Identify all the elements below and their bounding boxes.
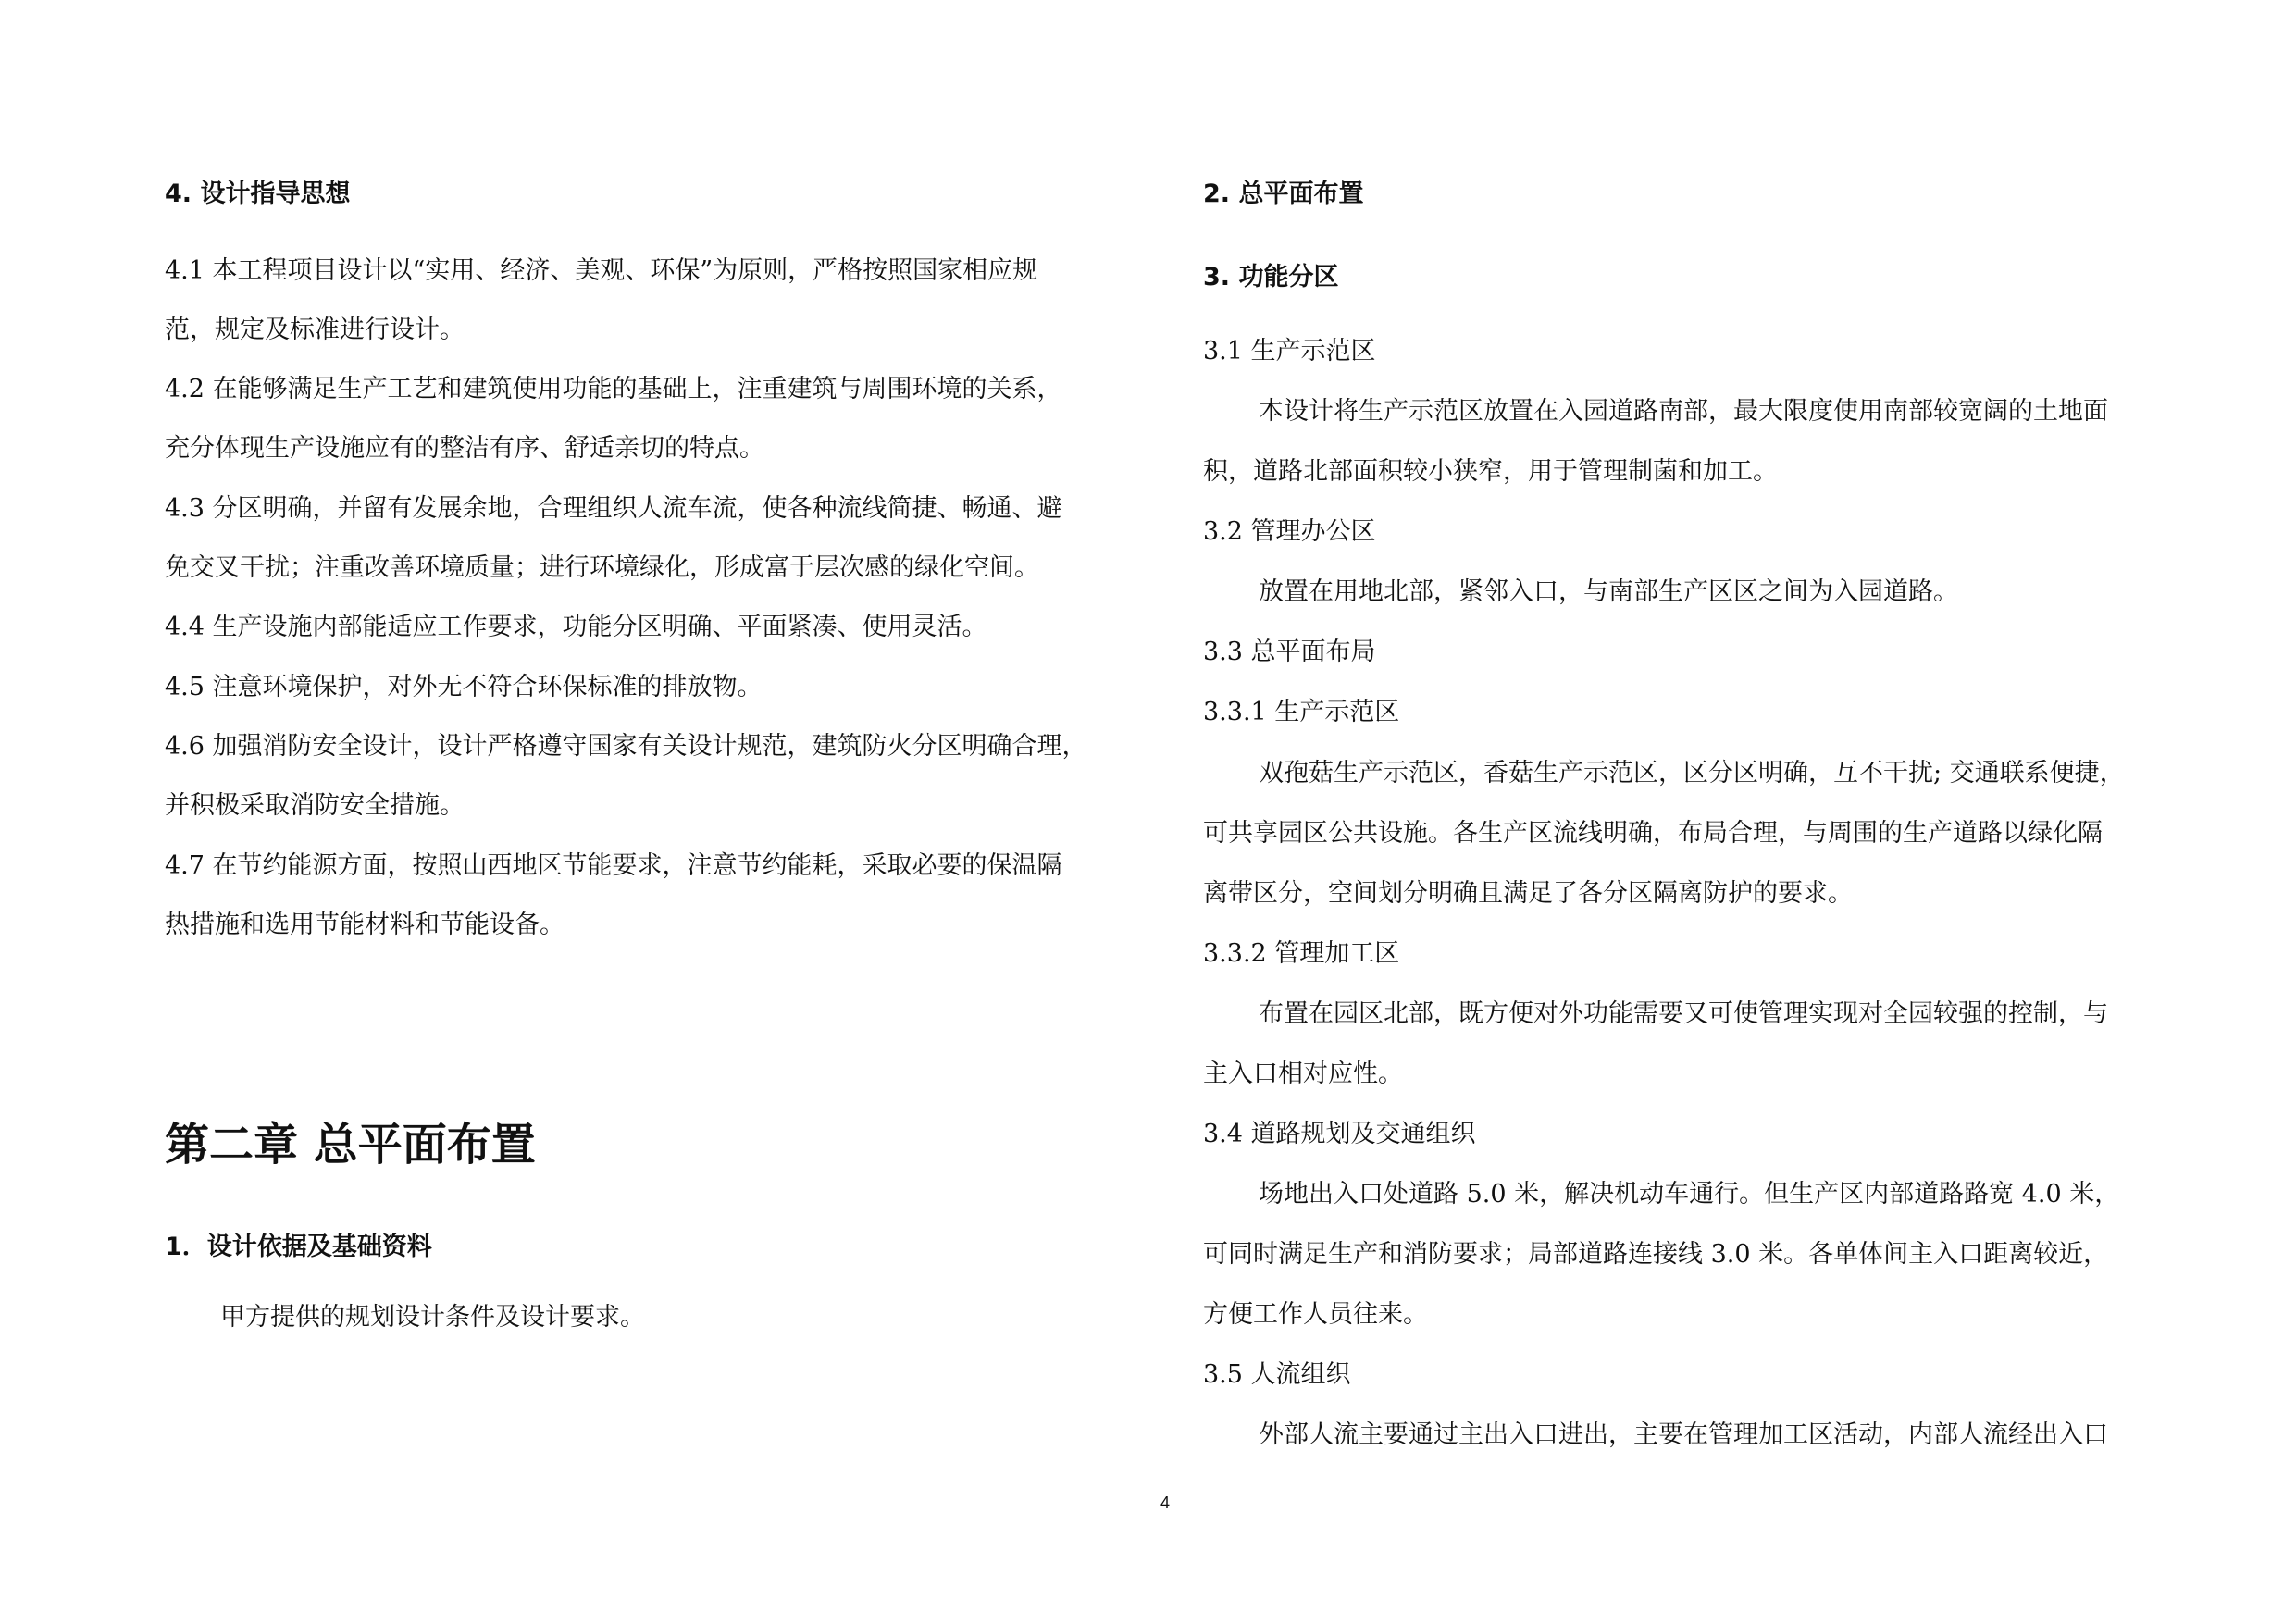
paragraph-4-7-line-2: 热措施和选用节能材料和节能设备。 — [165, 911, 565, 939]
subsection-3-3-1-line-2: 可共享园区公共设施。各生产区流线明确，布局合理，与周围的生产道路以绿化隔 — [1203, 819, 2103, 848]
chapter-title: 第二章 总平面布置 — [165, 1119, 536, 1171]
subsection-3-1-line-2: 积，道路北部面积较小狭窄，用于管理制菌和加工。 — [1203, 457, 1778, 486]
subsection-3-2-title: 3.2 管理办公区 — [1203, 517, 1376, 546]
paragraph-4-3-line-2: 免交叉干扰；注重改善环境质量；进行环境绿化，形成富于层次感的绿化空间。 — [165, 553, 1039, 582]
subsection-3-5-line-1: 外部人流主要通过主出入口进出，主要在管理加工区活动，内部人流经出入口 — [1259, 1420, 2108, 1449]
paragraph-4-6-line-2: 并积极采取消防安全措施。 — [165, 791, 465, 820]
subsection-3-3-2-title: 3.3.2 管理加工区 — [1203, 939, 1400, 968]
subsection-3-3-1-title: 3.3.1 生产示范区 — [1203, 698, 1400, 726]
paragraph-4-6-line-1: 4.6 加强消防安全设计，设计严格遵守国家有关设计规范，建筑防火分区明确合理， — [165, 732, 1087, 761]
subsection-3-5-title: 3.5 人流组织 — [1203, 1360, 1351, 1389]
section-1-text: 甲方提供的规划设计条件及设计要求。 — [220, 1303, 645, 1332]
subsection-3-4-line-1: 场地出入口处道路 5.0 米，解决机动车通行。但生产区内部道路路宽 4.0 米， — [1259, 1180, 2120, 1209]
subsection-3-3-2-line-2: 主入口相对应性。 — [1203, 1060, 1403, 1088]
paragraph-4-1-line-1: 4.1 本工程项目设计以“实用、经济、美观、环保”为原则，严格按照国家相应规 — [165, 256, 1038, 285]
paragraph-4-1-line-2: 范，规定及标准进行设计。 — [165, 316, 465, 344]
subsection-3-3-1-line-1: 双孢菇生产示范区，香菇生产示范区，区分区明确，互不干扰; 交通联系便捷， — [1259, 759, 2125, 787]
page-number: 4 — [1160, 1494, 1171, 1512]
subsection-3-4-line-3: 方便工作人员往来。 — [1203, 1300, 1428, 1329]
section-1-heading: 1．设计依据及基础资料 — [165, 1233, 432, 1261]
subsection-3-4-line-2: 可同时满足生产和消防要求；局部道路连接线 3.0 米。各单体间主入口距离较近， — [1203, 1240, 2109, 1269]
subsection-3-2-line-1: 放置在用地北部，紧邻入口，与南部生产区区之间为入园道路。 — [1259, 577, 1958, 606]
paragraph-4-5: 4.5 注意环境保护，对外无不符合环保标准的排放物。 — [165, 673, 763, 701]
section-3-heading: 3. 功能分区 — [1203, 263, 1339, 291]
subsection-3-1-title: 3.1 生产示范区 — [1203, 337, 1376, 366]
section-4-heading: 4. 设计指导思想 — [165, 180, 351, 208]
subsection-3-3-title: 3.3 总平面布局 — [1203, 638, 1376, 666]
section-2-heading: 2. 总平面布置 — [1203, 180, 1364, 208]
paragraph-4-3-line-1: 4.3 分区明确，并留有发展余地，合理组织人流车流，使各种流线简捷、畅通、避 — [165, 494, 1062, 523]
paragraph-4-2-line-1: 4.2 在能够满足生产工艺和建筑使用功能的基础上，注重建筑与周围环境的关系， — [165, 375, 1062, 403]
subsection-3-3-2-line-1: 布置在园区北部，既方便对外功能需要又可使管理实现对全园较强的控制，与 — [1259, 999, 2108, 1028]
subsection-3-1-line-1: 本设计将生产示范区放置在入园道路南部，最大限度使用南部较宽阔的土地面 — [1259, 397, 2108, 426]
subsection-3-4-title: 3.4 道路规划及交通组织 — [1203, 1120, 1476, 1148]
paragraph-4-4: 4.4 生产设施内部能适应工作要求，功能分区明确、平面紧凑、使用灵活。 — [165, 613, 987, 641]
subsection-3-3-1-line-3: 离带区分，空间划分明确且满足了各分区隔离防护的要求。 — [1203, 879, 1853, 908]
paragraph-4-2-line-2: 充分体现生产设施应有的整洁有序、舒适亲切的特点。 — [165, 434, 764, 463]
paragraph-4-7-line-1: 4.7 在节约能源方面，按照山西地区节能要求，注意节约能耗，采取必要的保温隔 — [165, 851, 1062, 880]
